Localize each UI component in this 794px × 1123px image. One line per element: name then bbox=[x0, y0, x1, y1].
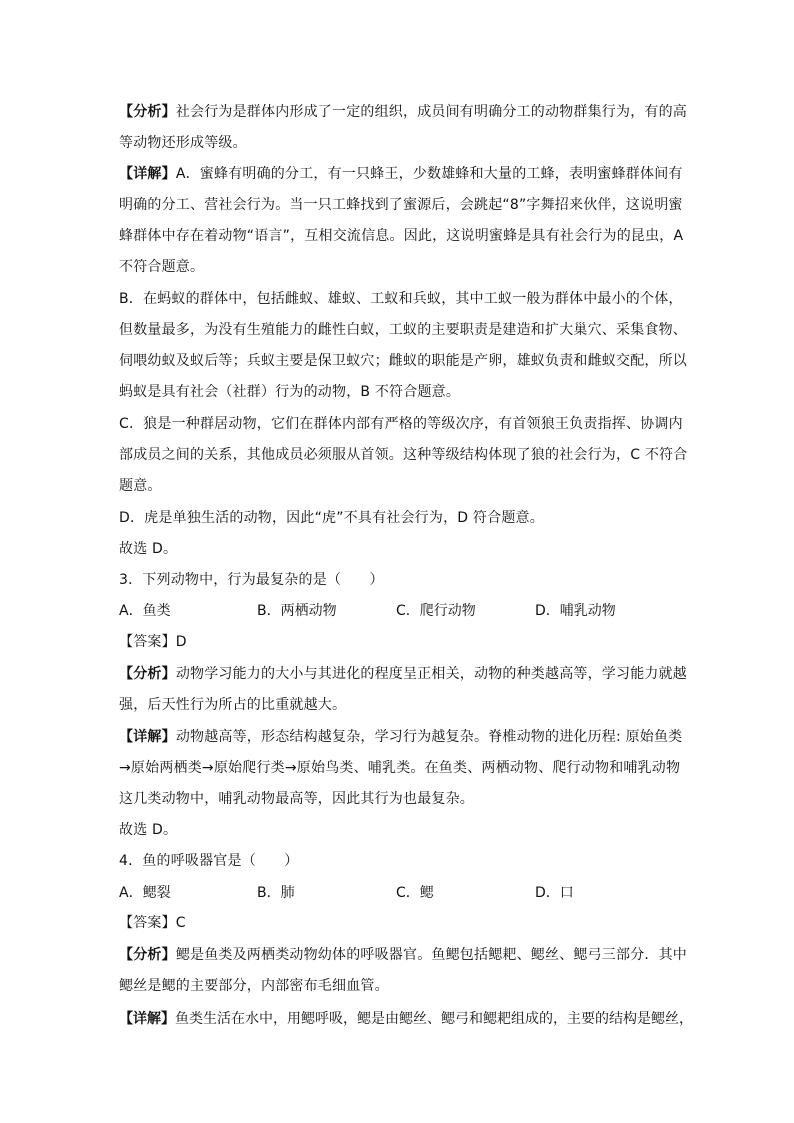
q2-analysis-line-2: 等动物还形成等级。 bbox=[119, 135, 247, 151]
q2-detail-line-6: 但数量最多，为没有生殖能力的雌性白蚁，工蚁的主要职责是建造和扩大巢穴、采集食物、 bbox=[119, 322, 687, 338]
q3-analysis-line-1: 【分析】动物学习能力的大小与其进化的程度呈正相关，动物的种类越高等，学习能力就越 bbox=[119, 666, 688, 682]
q2-detail-line-1: 【详解】A．蜜蜂有明确的分工，有一只蜂王，少数雄蜂和大量的工蜂，表明蜜蜂群体间有 bbox=[119, 166, 683, 182]
q2-analysis-line-1: 【分析】社会行为是群体内形成了一定的组织，成员间有明确分工的动物群集行为，有的高 bbox=[119, 104, 688, 120]
q3-answer: 【答案】D bbox=[119, 634, 187, 650]
analysis-tag: 【分析】 bbox=[119, 666, 176, 682]
q4-analysis-line-1: 【分析】鳃是鱼类及两栖类动物幼体的呼吸器官。鱼鳃包括鳃耙、鳃丝、鳃弓三部分．其中 bbox=[119, 947, 688, 963]
q4-answer: 【答案】C bbox=[119, 915, 186, 931]
q2-detail-line-12: D．虎是单独生活的动物，因此“虎”不具有社会行为，D 符合题意。 bbox=[119, 510, 544, 526]
q3-question: 3．下列动物中，行为最复杂的是（ ） bbox=[119, 572, 384, 588]
q2-detail-line-7: 伺喂幼蚁及蚁后等；兵蚁主要是保卫蚁穴；雌蚁的职能是产卵，雄蚁负责和雌蚁交配，所以 bbox=[119, 353, 687, 369]
analysis-tag: 【分析】 bbox=[119, 104, 176, 120]
q4-analysis-line-2: 鳃丝是鳃的主要部分，内部密布毛细血管。 bbox=[119, 978, 389, 994]
q4-question: 4．鱼的呼吸器官是（ ） bbox=[119, 853, 299, 869]
q2-detail-line-5: B．在蚂蚁的群体中，包括雌蚁、雄蚁、工蚁和兵蚁，其中工蚁一般为群体中最小的个体， bbox=[119, 291, 683, 307]
detail-tag: 【详解】 bbox=[119, 1011, 175, 1027]
q3-detail-line-4: 故选 D。 bbox=[119, 822, 178, 838]
q3-detail-line-1: 【详解】动物越高等，形态结构越复杂，学习行为越复杂。脊椎动物的进化历程: 原始鱼类 bbox=[119, 729, 683, 745]
q4-option-d: D．口 bbox=[535, 885, 574, 901]
q3-detail-line-2: →原始两栖类→原始爬行类→原始鸟类、哺乳类。在鱼类、两栖动物、爬行动物和哺乳动物 bbox=[119, 760, 681, 776]
q3-option-b: B．两栖动物 bbox=[257, 603, 337, 619]
q2-detail-line-10: 部成员之间的关系，其他成员必须服从首领。这种等级结构体现了狼的社会行为，C 不符合 bbox=[119, 447, 688, 463]
q3-option-a: A．鱼类 bbox=[119, 603, 171, 619]
q4-detail-line-1: 【详解】鱼类生活在水中，用鳃呼吸，鳃是由鳃丝、鳃弓和鳃耙组成的，主要的结构是鳃丝， bbox=[119, 1011, 693, 1027]
q3-detail-line-3: 这几类动物中，哺乳动物最高等，因此其行为也最复杂。 bbox=[119, 791, 474, 807]
q3-option-d: D．哺乳动物 bbox=[535, 603, 616, 619]
q4-option-b: B．肺 bbox=[257, 885, 295, 901]
q3-analysis-line-2: 强，后天性行为所占的比重就越大。 bbox=[119, 697, 347, 713]
q2-detail-line-4: 不符合题意。 bbox=[119, 259, 205, 275]
q4-option-a: A．鳃裂 bbox=[119, 885, 171, 901]
q2-detail-line-8: 蚂蚁是具有社会（社群）行为的动物，B 不符合题意。 bbox=[119, 384, 461, 400]
detail-tag: 【详解】 bbox=[119, 729, 176, 745]
q2-detail-line-3: 蜂群体中存在着动物“语言”，互相交流信息。因此，这说明蜜蜂是具有社会行为的昆虫，A bbox=[119, 228, 684, 244]
detail-tag: 【详解】 bbox=[119, 166, 176, 182]
q2-detail-line-2: 明确的分工、营社会行为。当一只工蜂找到了蜜源后，会跳起“8”字舞招来伙伴，这说明蜜 bbox=[119, 197, 683, 213]
q2-detail-line-11: 题意。 bbox=[119, 478, 162, 494]
q3-option-c: C．爬行动物 bbox=[396, 603, 476, 619]
q2-detail-line-13: 故选 D。 bbox=[119, 541, 178, 557]
analysis-tag: 【分析】 bbox=[119, 947, 176, 963]
q4-option-c: C．鳃 bbox=[396, 885, 434, 901]
q2-detail-line-9: C．狼是一种群居动物，它们在群体内部有严格的等级次序，有首领狼王负责指挥、协调内 bbox=[119, 416, 683, 432]
